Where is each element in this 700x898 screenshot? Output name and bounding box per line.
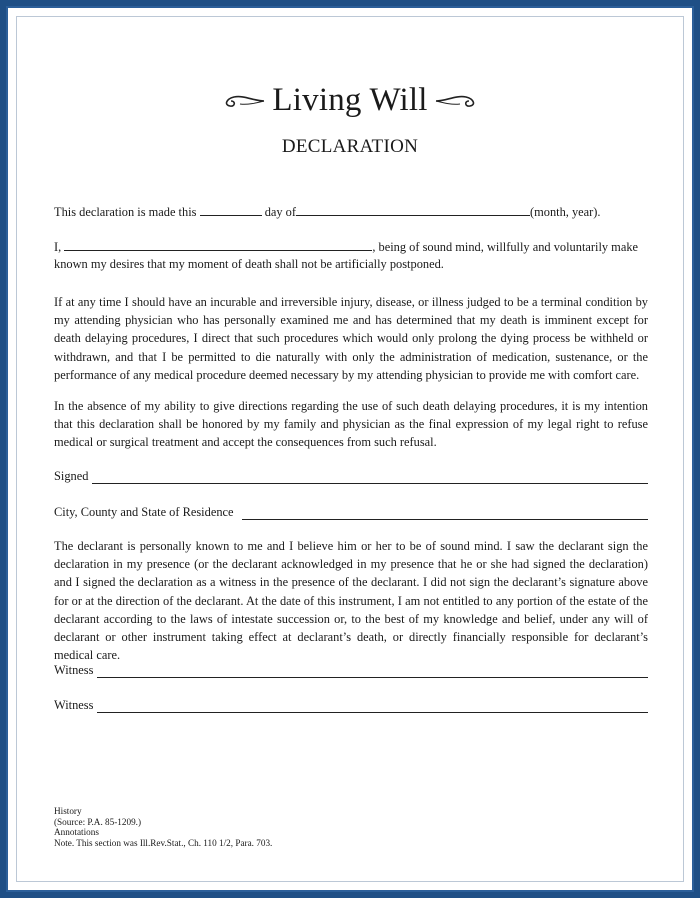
- i-prefix: I,: [54, 240, 62, 254]
- month-year-blank[interactable]: [296, 204, 530, 216]
- witness-2-label: Witness: [54, 698, 94, 712]
- page-subtitle: DECLARATION: [281, 136, 419, 157]
- history-heading: History: [54, 806, 82, 816]
- signed-label: Signed: [54, 469, 89, 483]
- residence-label: City, County and State of Residence: [54, 505, 234, 519]
- history-notes: [54, 806, 272, 848]
- residence-blank[interactable]: [242, 506, 648, 520]
- declaration-text-1: This declaration is made this: [54, 205, 197, 219]
- signed-line: [54, 466, 648, 484]
- declaration-text-3: (month, year).: [530, 205, 601, 219]
- declaration-date-line: [54, 204, 614, 222]
- declarant-name-line: [54, 239, 639, 257]
- declarant-line-2: known my desires that my moment of death shall not be artificially postponed.: [54, 257, 444, 271]
- witness-1-line: [54, 660, 648, 678]
- i-suffix: , being of sound mind, willfully and voluntarily make: [372, 240, 639, 254]
- history-annotations: Annotations: [54, 827, 99, 838]
- witness-1-label: Witness: [54, 663, 94, 677]
- history-source: (Source: P.A. 85-1209.): [54, 816, 142, 827]
- day-blank[interactable]: [200, 204, 262, 216]
- left-flourish-icon: [220, 89, 266, 111]
- witness-statement-paragraph: The declarant is personally known to me and I believe him or her to be of sound mind. I saw the declarant sign the declaration in my presence (or the declarant acknowledged in my presence that he or she had signed the declaration) and I signed the declaration as a witness in the presence of the declarant. I did not sign the declarant’s signature above for or at the direction of the declarant. At the date of this instrument, I am not entitled to any portion of the estate of the declarant according to the laws of intestate succession or, to the best of my knowledge and belief, under any will of declarant or other instrument taking effect at declarant’s death, or directly financially responsible for declarant’s medical care.: [54, 539, 648, 663]
- declaration-text-2: day of: [264, 205, 296, 219]
- witness-2-blank[interactable]: [97, 699, 648, 713]
- right-flourish-icon: [434, 89, 480, 111]
- declarant-name-blank[interactable]: [64, 239, 372, 251]
- witness-2-line: [54, 695, 648, 713]
- page-title: Living Will: [272, 81, 428, 118]
- residence-line: [54, 502, 648, 520]
- witness-1-blank[interactable]: [97, 664, 648, 678]
- absence-paragraph: In the absence of my ability to give directions regarding the use of such death delaying procedures, it is my intention that this declaration shall be honored by my family and physician as the final expression of my legal right to refuse medical or surgical treatment and accept the consequences from such refusal.: [54, 399, 648, 450]
- history-note: Note. This section was Ill.Rev.Stat., Ch. 110 1/2, Para. 703.: [54, 837, 273, 848]
- signature-blank[interactable]: [92, 470, 648, 484]
- title-row: [8, 78, 692, 122]
- document-page: [6, 6, 694, 892]
- terminal-condition-paragraph: If at any time I should have an incurable and irreversible injury, disease, or illness judged to be a terminal condition by my attending physician who has personally examined me and has determined that my death is imminent except for death delaying procedures, I direct that such procedures which would only prolong the dying process be withheld or withdrawn, and that I be permitted to die naturally with only the administration of medication, sustenance, or the performance of any medical procedure deemed necessary by my attending physician to provide me with comfort care.: [54, 295, 648, 382]
